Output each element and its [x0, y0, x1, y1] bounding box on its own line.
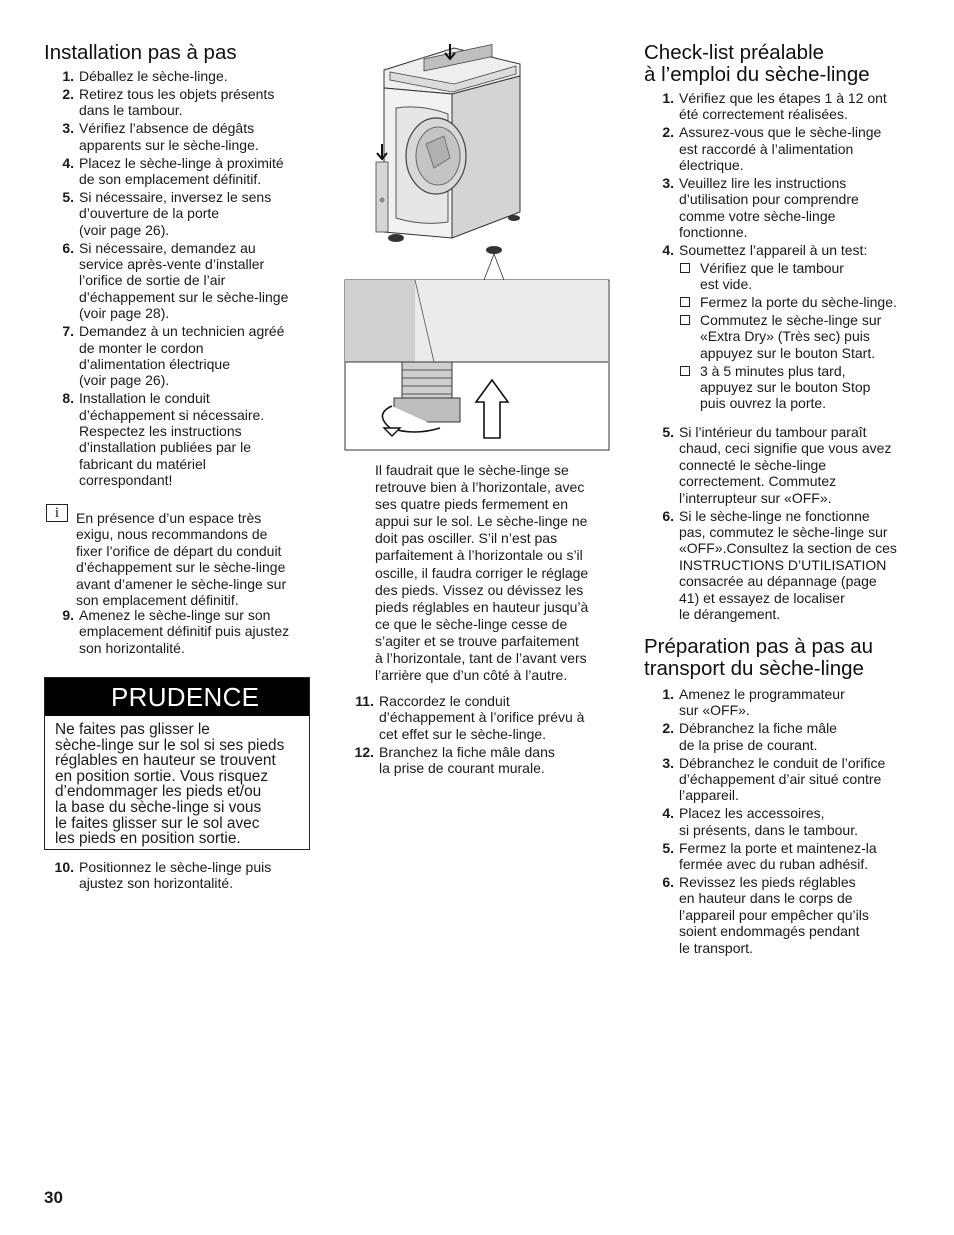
checklist-title: Check-list préalable à l’emploi du sèche-linge [644, 41, 870, 86]
dryer-illustration [376, 44, 520, 280]
list-item: 11. Raccordez le conduit d’échappement à l’orifice prévu à cet effet sur le sèche-linge. [355, 693, 585, 742]
caution-text: Ne faites pas glisser le sèche-linge sur le sol si ses pieds réglables en hauteur se trouvent en position sortie. Vous risquez d’endommager les pieds et/ou la base du sèche-linge si vous le faites glisser sur le sol avec les pieds en position sortie. [55, 721, 285, 848]
list-item: 5. Si l’intérieur du tambour paraît chaud, ceci signifie que vous avez connecté le sèche-linge correctement. Commutez l’interrupteur sur «OFF». [662, 424, 892, 506]
caution-box [44, 677, 310, 850]
list-item: 12. Branchez la fiche mâle dans la prise de courant murale. [354, 743, 555, 777]
checkbox-icon [680, 315, 690, 325]
checklist-steps-continued [644, 424, 919, 624]
list-item: 7. Demandez à un technicien agréé de monter le cordon d’alimentation électrique (voir page 26). [62, 323, 285, 389]
list-item: 3. Veuillez lire les instructions d’utilisation pour comprendre comme votre sèche-linge fonctionne. [662, 175, 859, 241]
list-item: Commutez le sèche-linge sur «Extra Dry» (Très sec) puis appuyez sur le bouton Start. [679, 312, 919, 361]
list-item: 6. Revissez les pieds réglables en hauteur dans le corps de l’appareil pour empêcher qu’ils soient endommagés pendant le transport. [662, 873, 869, 956]
list-item: 1. Déballez le sèche-linge. [62, 68, 228, 84]
list-item: 6. Si le sèche-linge ne fonctionne pas, commutez le sèche-linge sur «OFF».Consultez la section de ces INSTRUCTIONS D’UTILISATION consacrée au dépannage (page 41) et essayez de localiser le dérangement. [662, 507, 897, 622]
list-item: 4. Soumettez l’appareil à un test: Vérifiez que le tambour est vide. Fermez la porte du sèche-linge. Commutez le sèche-linge sur «Extra Dry» (Très sec) puis appuyez sur le bouton Start. 3 à 5 minutes plus tard, appuyez sur le bouton Stop puis ouvrez la porte. [644, 242, 919, 413]
list-item: 3. Débranchez le conduit de l’orifice d’échappement d’air situé contre l’appareil. [662, 754, 886, 804]
list-item: 1. Vérifiez que les étapes 1 à 12 ont été correctement réalisées. [662, 90, 887, 123]
list-item: 4. Placez le sèche-linge à proximité de son emplacement définitif. [62, 154, 284, 187]
list-item: 10. Positionnez le sèche-linge puis ajustez son horizontalité. [54, 859, 272, 892]
transport-title: Préparation pas à pas au transport du sèche-linge [644, 635, 874, 680]
caution-title: PRUDENCE [45, 678, 309, 716]
list-item: 2. Débranchez la fiche mâle de la prise de courant. [662, 720, 837, 753]
list-item: 1. Amenez le programmateur sur «OFF». [662, 686, 845, 719]
checkbox-icon [680, 263, 690, 273]
foot-detail-inset [345, 280, 609, 450]
list-item: Fermez la porte du sèche-linge. [679, 294, 919, 310]
dryer-leveling-figure [344, 40, 612, 454]
middle-steps [344, 693, 610, 778]
installation-title: Installation pas à pas [44, 41, 237, 64]
list-item: 9. Amenez le sèche-linge sur son emplacement définitif puis ajustez son horizontalité. [62, 607, 290, 656]
installation-steps [44, 68, 314, 490]
checkbox-icon [680, 297, 690, 307]
page-number: 30 [44, 1188, 63, 1207]
list-item: 2. Retirez tous les objets présents dans le tambour. [62, 85, 275, 119]
list-item: 3 à 5 minutes plus tard, appuyez sur le bouton Stop puis ouvrez la porte. [679, 363, 919, 412]
checkbox-icon [680, 366, 690, 376]
checklist-steps [644, 90, 919, 415]
list-item: 6. Si nécessaire, demandez au service après-vente d’installer l’orifice de sortie de l’air d’échappement sur le sèche-linge (voir page 28). [62, 239, 289, 322]
list-item: 3. Vérifiez l’absence de dégâts apparents sur le sèche-linge. [62, 120, 259, 153]
list-item: 5. Fermez la porte et maintenez-la fermée avec du ruban adhésif. [662, 839, 877, 873]
list-item: 5. Si nécessaire, inversez le sens d’ouverture de la porte (voir page 26). [62, 188, 272, 238]
list-item: 4. Placez les accessoires, si présents, dans le tambour. [662, 805, 858, 838]
list-item: 8. Installation le conduit d’échappement si nécessaire. Respectez les instructions d’installation publiées par le fabricant du matériel correspondant! [62, 390, 265, 489]
info-icon: i [46, 504, 68, 522]
leveling-paragraph: Il faudrait que le sèche-linge se retrouve bien à l’horizontale, avec ses quatre pieds fermement en appui sur le sol. Le sèche-linge ne doit pas osciller. S’il n’est pas parfaitement à l’horizontale ou s’il oscille, il faudra corriger le réglage des pieds. Vissez ou dévissez les pieds réglables en hauteur jusqu’à ce que le sèche-linge cesse de s’agiter et se trouve parfaitement à l’horizontale, tant de l’avant vers l’arrière que d’un côté à l’autre. [375, 462, 589, 684]
installation-step-10 [44, 859, 314, 893]
info-note-text: En présence d’un espace très exigu, nous recommandons de fixer l’orifice de départ du conduit d’échappement sur le sèche-linge avant d’amener le sèche-linge sur son emplacement définitif. [76, 510, 287, 609]
installation-step-9 [44, 607, 314, 658]
transport-steps [644, 686, 919, 958]
info-note [44, 505, 314, 609]
test-checklist [679, 260, 919, 412]
list-item: Vérifiez que le tambour est vide. [679, 260, 919, 293]
list-item: 2. Assurez-vous que le sèche-linge est raccordé à l’alimentation électrique. [662, 124, 882, 174]
